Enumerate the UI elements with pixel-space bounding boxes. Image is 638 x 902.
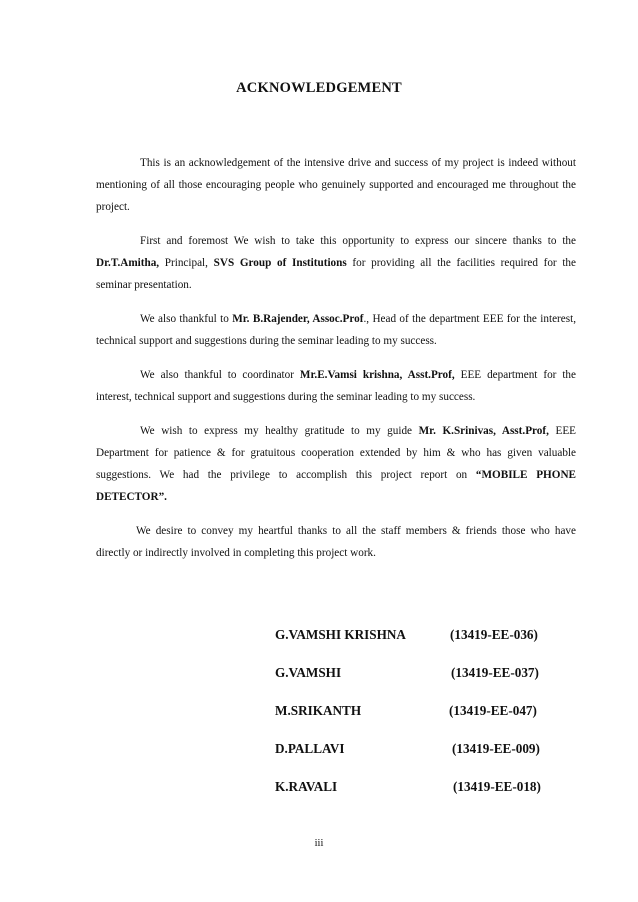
member-name: M.SRIKANTH: [275, 703, 362, 718]
guide-name: Mr. K.Srinivas, Asst.Prof,: [418, 425, 549, 437]
text-run: We wish to express my healthy gratitude to my guide: [140, 425, 419, 437]
principal-name: Dr.T.Amitha,: [96, 257, 160, 269]
member-roll-number: (13419-EE-036): [450, 627, 538, 642]
member-roll-number: (13419-EE-018): [453, 779, 541, 794]
text-run: We also thankful to: [140, 313, 233, 325]
team-member-row: [275, 779, 575, 817]
text-run: EEE Department for patience & for gratuitous cooperation extended by him & who has given valuable suggestions. We had the privilege to accomplish this project report on: [96, 425, 576, 481]
text-run: First and foremost We wish to take this opportunity to express our sincere thanks to the: [140, 235, 576, 247]
member-roll-number: (13419-EE-047): [449, 703, 537, 718]
institution-name: SVS Group of Institutions: [213, 257, 347, 269]
text-run: We also thankful to coordinator: [140, 369, 300, 381]
acknowledgement-body: [96, 152, 576, 576]
text-run: Principal,: [159, 257, 214, 269]
member-roll-number: (13419-EE-009): [452, 741, 540, 756]
paragraph-principal: [96, 230, 576, 296]
text-run: EEE department for the interest, technical support and suggestions during the seminar leading to my success.: [96, 369, 576, 403]
team-member-list: [275, 627, 575, 817]
member-roll-number: (13419-EE-037): [451, 665, 539, 680]
team-member-row: [275, 627, 575, 665]
project-title: “MOBILE PHONE DETECTOR”.: [96, 469, 577, 503]
member-name: D.PALLAVI: [275, 741, 345, 756]
page-number: iii: [314, 838, 324, 849]
team-member-row: [275, 741, 575, 779]
team-member-row: [275, 703, 575, 741]
paragraph-coordinator: [96, 364, 576, 408]
paragraph-hod: [96, 308, 576, 352]
text-run: ., Head of the department EEE for the interest, technical support and suggestions during the seminar leading to my success.: [96, 313, 576, 347]
member-name: G.VAMSHI: [275, 665, 342, 680]
text-run: for providing all the facilities required for the seminar presentation.: [96, 257, 576, 291]
paragraph-guide: [96, 420, 576, 508]
member-name: G.VAMSHI KRISHNA: [275, 627, 406, 642]
paragraph-intro: This is an acknowledgement of the intensive drive and success of my project is indeed without mentioning of all those encouraging people who genuinely supported and encouraged me throughout the project.: [96, 157, 576, 213]
team-member-row: [275, 665, 575, 703]
coordinator-name: Mr.E.Vamsi krishna, Asst.Prof,: [299, 369, 455, 381]
page-title: ACKNOWLEDGEMENT: [236, 80, 402, 96]
hod-name: Mr. B.Rajender, Assoc.Prof: [232, 313, 364, 325]
member-name: K.RAVALI: [275, 779, 338, 794]
paragraph-closing: We desire to convey my heartful thanks to all the staff members & friends those who have directly or indirectly involved in completing this project work.: [96, 525, 576, 559]
